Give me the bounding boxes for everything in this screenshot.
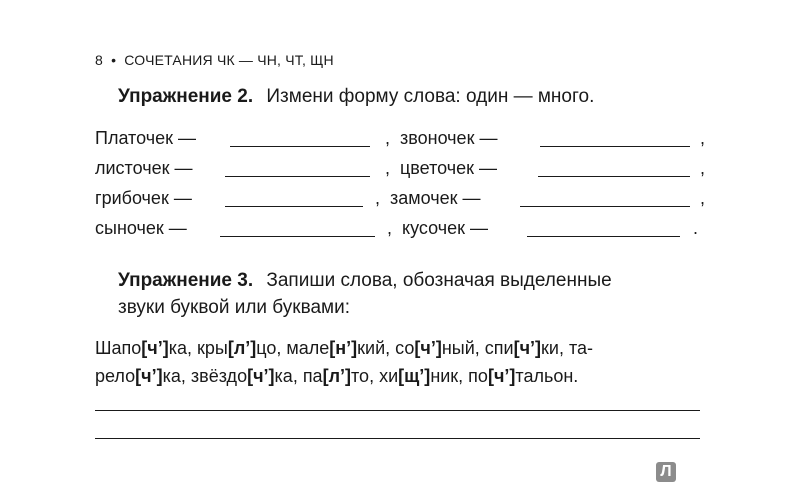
row2-word2: цветочек — — [400, 158, 498, 178]
exercise3-label: Упражнение 3. — [118, 270, 254, 291]
exercise2-row-3 — [95, 188, 715, 212]
exercise2-row-2 — [95, 158, 715, 182]
word-fragment: ка, па — [274, 366, 323, 386]
word-fragment: то, хи — [351, 366, 399, 386]
page-number: 8 — [95, 52, 103, 68]
highlighted-sound: [ч’] — [141, 338, 169, 358]
row1-blank2[interactable] — [540, 146, 690, 147]
row1-word2: звоночек — — [400, 128, 498, 148]
row3-blank2[interactable] — [520, 206, 690, 207]
row4-end: . — [693, 218, 699, 238]
row3-comma: , — [375, 188, 381, 208]
page-header — [95, 52, 334, 68]
exercise3-words-line2 — [95, 366, 578, 387]
exercise2-instruction: Измени форму слова: один — много. — [266, 86, 595, 107]
word-fragment: Шапо — [95, 338, 142, 358]
exercise3-instruction-line1: Запиши слова, обозначая выделенные — [266, 270, 612, 291]
highlighted-sound: [ч’] — [247, 366, 275, 386]
row3-word2: замочек — — [390, 188, 481, 208]
row1-word1: Платочек — — [95, 128, 196, 148]
word-fragment: тальон. — [515, 366, 579, 386]
word-fragment: кий, со — [357, 338, 415, 358]
row1-end: , — [700, 128, 706, 148]
row2-blank2[interactable] — [538, 176, 690, 177]
word-fragment: ник, по — [430, 366, 488, 386]
highlighted-sound: [ч’] — [414, 338, 442, 358]
row4-blank1[interactable] — [220, 236, 375, 237]
exercise3-words-line1 — [95, 338, 593, 359]
row1-blank1[interactable] — [230, 146, 370, 147]
word-fragment: ка, звёздо — [162, 366, 248, 386]
row2-blank1[interactable] — [225, 176, 370, 177]
exercise3-title-cont — [118, 297, 350, 319]
highlighted-sound: [ч’] — [135, 366, 163, 386]
row3-end: , — [700, 188, 706, 208]
exercise2-title — [118, 86, 594, 108]
highlighted-sound: [ч’] — [513, 338, 542, 358]
word-fragment: ка, кры — [168, 338, 228, 358]
word-fragment: ки, та- — [541, 338, 594, 358]
row4-comma: , — [387, 218, 393, 238]
answer-line-1[interactable] — [95, 410, 700, 411]
word-fragment: цо, мале — [256, 338, 330, 358]
row1-comma: , — [385, 128, 391, 148]
header-bullet: • — [111, 52, 117, 68]
row4-word2: кусочек — — [402, 218, 488, 238]
highlighted-sound: [н’] — [329, 338, 358, 358]
row2-end: , — [700, 158, 706, 178]
word-fragment: рело — [95, 366, 136, 386]
row3-blank1[interactable] — [225, 206, 363, 207]
highlighted-sound: [ч’] — [487, 366, 516, 386]
row3-word1: грибочек — — [95, 188, 192, 208]
row4-word1: сыночек — — [95, 218, 187, 238]
exercise3-title — [118, 270, 612, 292]
answer-line-2[interactable] — [95, 438, 700, 439]
highlighted-sound: [л’] — [227, 338, 257, 358]
exercise2-label: Упражнение 2. — [118, 86, 254, 107]
exercise3-instruction-line2: звуки буквой или буквами: — [118, 297, 350, 318]
word-fragment: ный, спи — [441, 338, 514, 358]
publisher-logo: Л — [656, 462, 676, 482]
exercise2-row-1 — [95, 128, 715, 152]
highlighted-sound: [щ’] — [398, 366, 431, 386]
section-title: СОЧЕТАНИЯ ЧК — ЧН, ЧТ, ЩН — [124, 52, 334, 68]
highlighted-sound: [л’] — [322, 366, 352, 386]
exercise2-row-4 — [95, 218, 715, 242]
row2-comma: , — [385, 158, 391, 178]
row2-word1: листочек — — [95, 158, 193, 178]
row4-blank2[interactable] — [527, 236, 680, 237]
